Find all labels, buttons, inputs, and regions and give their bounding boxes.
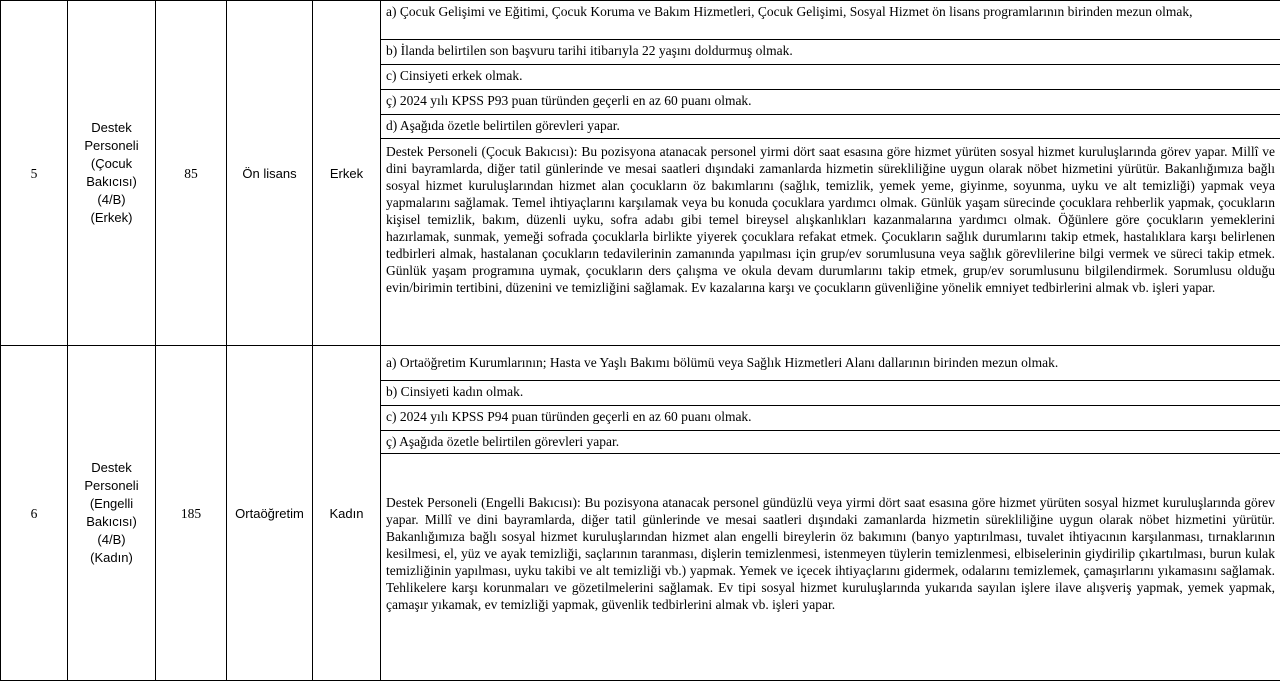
requirements-cell [381,346,1280,681]
quota: 85 [156,1,227,346]
table-row [1,1,1280,346]
duty-description: Destek Personeli (Engelli Bakıcısı): Bu pozisyona atanacak personel gündüzlü veya yirmi dört saat esasına göre hizmet yürüten sosyal hizmet kuruluşlarında görev yapar. Millî ve dini bayramlarda, diğer tatil günlerinde ve mesai saatleri dışındaki zamanlarda hizmetin sürekliliğine uygun olarak nöbet hizmetini yürütür. Bakanlığımıza bağlı sosyal hizmet kuruluşlarından hizmet alan engelli bireylerin öz bakımını (banyo yaptırılması, tuvalet ihtiyacının karşılanması, tırnaklarının kesilmesi, el, yüz ve ayak temizliği, saçlarının taranması, dişlerin temizlenmesi, istenmeyen tüylerin temizlenmesi, elbiselerinin giydirilip çıkartılması, burun kulak temizliğinin yapılması, uyku takibi ve alt temizliği vb.) yapmak. Yemek ve içecek ihtiyaçlarını gidermek, odalarını temizlemek, çamaşırlarını yıkamasını sağlamak. Tehlikelere karşı korunmaları ve gözetilmelerini sağlamak. Ev tipi sosyal hizmet kuruluşlarında yukarıda sayılan işlere ilave alışveriş yapmak, yemek yapmak, çamaşır yıkamak, ev temizliği yapmak, güvenlik tedbirlerini almak vb. işleri yapar. [381,453,1280,613]
requirement-item: b) Cinsiyeti kadın olmak. [381,380,1280,405]
position-title: Destek Personeli (Çocuk Bakıcısı) (4/B) (Erkek) [68,1,156,346]
duty-description: Destek Personeli (Çocuk Bakıcısı): Bu pozisyona atanacak personel yirmi dört saat esasına göre hizmet yürüten sosyal hizmet kuruluşlarında görev yapar. Millî ve dini bayramlarda, diğer tatil günlerinde ve mesai saatleri dışındaki zamanlarda hizmetin sürekliliğine uygun olarak nöbet hizmetini yürütür. Bakanlığımıza bağlı sosyal hizmet kuruluşlarından hizmet alan çocukların öz bakımlarını (sağlık, temizlik, yemek yeme, giyinme, soyunma, uyku ve alt temizliği) yapmak veya yapmalarını sağlamak. Temel ihtiyaçlarını karşılamak veya bu konuda çocuklara yardımcı olmak. Günlük yaşam sürecinde çocuklara rehberlik yapmak, çocukların kişisel temizlik, bakım, düzenli uyku, sofra adabı gibi temel bireysel alışkanlıkları kazanmalarına yardımcı olmak. Öğünlere göre çocukların yemeklerini hazırlamak, sunmak, yemeği sofrada çocuklarla birlikte yiyerek çocuklara refakat etmek. Çocukların sağlık durumlarını takip etmek, hastalıklara karşı belirlenen tedbirleri almak, hastalanan çocukların tedavilerinin zamanında yapılması için grup/ev sorumlusuna veya sağlık görevlilerine bilgi vermek ve süreci takip etmek. Günlük yaşam programına uymak, çocukların ders çalışma ve okula devam durumlarını takip etmek, grup/ev sorumlusunu bilgilendirmek. Sorumlusu olduğu evin/birimin tertibini, düzenini ve temizliğini sağlamak. Ev kazalarına karşı ve çocukların güvenliğine yönelik emniyet tedbirlerini almak vb. işleri yapar. [381,138,1280,296]
requirement-item: a) Ortaöğretim Kurumlarının; Hasta ve Yaşlı Bakımı bölümü veya Sağlık Hizmetleri Alanı dallarının birinden mezun olmak. [381,346,1280,380]
position-title: Destek Personeli (Engelli Bakıcısı) (4/B) (Kadın) [68,346,156,681]
row-number: 5 [1,1,68,346]
requirements-cell [381,1,1280,346]
gender: Erkek [313,1,381,346]
quota: 185 [156,346,227,681]
requirement-item: b) İlanda belirtilen son başvuru tarihi itibarıyla 22 yaşını doldurmuş olmak. [381,39,1280,64]
row-number: 6 [1,346,68,681]
requirement-item: ç) Aşağıda özetle belirtilen görevleri yapar. [381,430,1280,453]
gender: Kadın [313,346,381,681]
requirement-item: c) Cinsiyeti erkek olmak. [381,64,1280,89]
requirement-item: c) 2024 yılı KPSS P94 puan türünden geçerli en az 60 puanı olmak. [381,405,1280,430]
education-level: Ön lisans [227,1,313,346]
requirement-item: d) Aşağıda özetle belirtilen görevleri yapar. [381,114,1280,138]
education-level: Ortaöğretim [227,346,313,681]
requirement-item: a) Çocuk Gelişimi ve Eğitimi, Çocuk Koruma ve Bakım Hizmetleri, Çocuk Gelişimi, Sosyal Hizmet ön lisans programlarının birinden mezun olmak, [381,1,1280,39]
requirement-item: ç) 2024 yılı KPSS P93 puan türünden geçerli en az 60 puanı olmak. [381,89,1280,114]
table-row [1,346,1280,681]
